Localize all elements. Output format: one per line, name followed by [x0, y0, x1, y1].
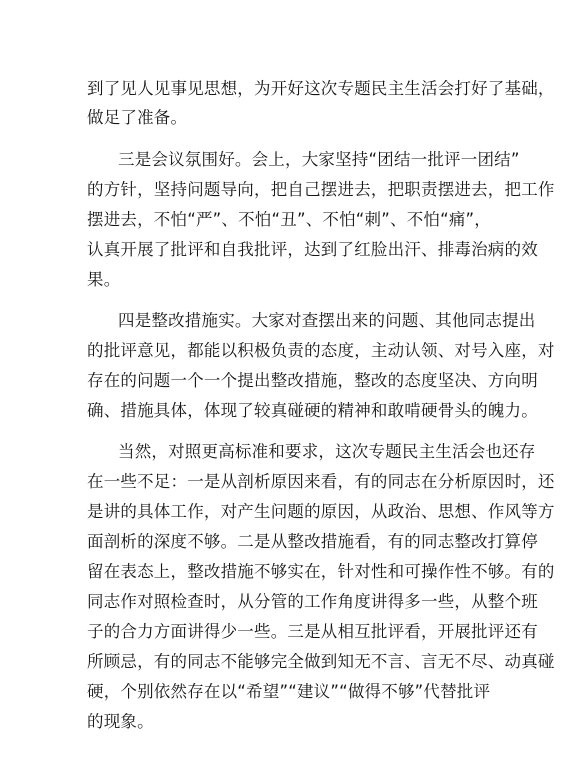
text-line: 留在表态上，整改措施不够实在，针对性和可操作性不够。有的 — [87, 562, 555, 581]
text-line: 做足了准备。 — [87, 108, 188, 127]
text-line: 当然，对照更高标准和要求，这次专题民主生活会也还存 — [118, 442, 536, 461]
text-line: 在一些不足：一是从剖析原因来看，有的同志在分析原因时，还 — [87, 472, 555, 491]
text-line: 硬，个别依然存在以“希望”“建议”“做得不够”代替批评 — [87, 682, 491, 701]
text-line: 是讲的具体工作，对产生问题的原因，从政治、思想、作风等方 — [87, 502, 555, 521]
text-line: 摆进去，不怕“严”、不怕“丑”、不怕“刺”、不怕“痛”， — [87, 210, 491, 229]
text-line: 所顾忌，有的同志不能够完全做到知无不言、言无不尽、动真碰 — [87, 652, 555, 671]
text-line: 存在的问题一个一个提出整改措施，整改的态度坚决、方向明 — [87, 371, 538, 390]
text-line: 果。 — [87, 270, 121, 289]
text-line: 认真开展了批评和自我批评，达到了红脸出汗、排毒治病的效 — [87, 240, 538, 259]
text-line: 同志作对照检查时，从分管的工作角度讲得多一些，从整个班 — [87, 592, 538, 611]
text-line: 的批评意见，都能以积极负责的态度，主动认领、对号入座，对 — [87, 341, 555, 360]
text-line: 的方针，坚持问题导向，把自己摆进去，把职责摆进去，把工作 — [87, 180, 555, 199]
text-line: 到了见人见事见思想，为开好这次专题民主生活会打好了基础， — [87, 79, 555, 98]
text-line: 的现象。 — [87, 712, 154, 731]
text-line: 三是会议氛围好。会上，大家坚持“团结一批评一团结” — [118, 150, 520, 169]
text-line: 四是整改措施实。大家对查摆出来的问题、其他同志提出 — [118, 311, 536, 330]
text-line: 面剖析的深度不够。二是从整改措施看，有的同志整改打算停 — [87, 532, 538, 551]
text-line: 确、措施具体，体现了较真碰硬的精神和敢啃硬骨头的魄力。 — [87, 401, 538, 420]
text-line: 子的合力方面讲得少一些。三是从相互批评看，开展批评还有 — [87, 622, 538, 641]
